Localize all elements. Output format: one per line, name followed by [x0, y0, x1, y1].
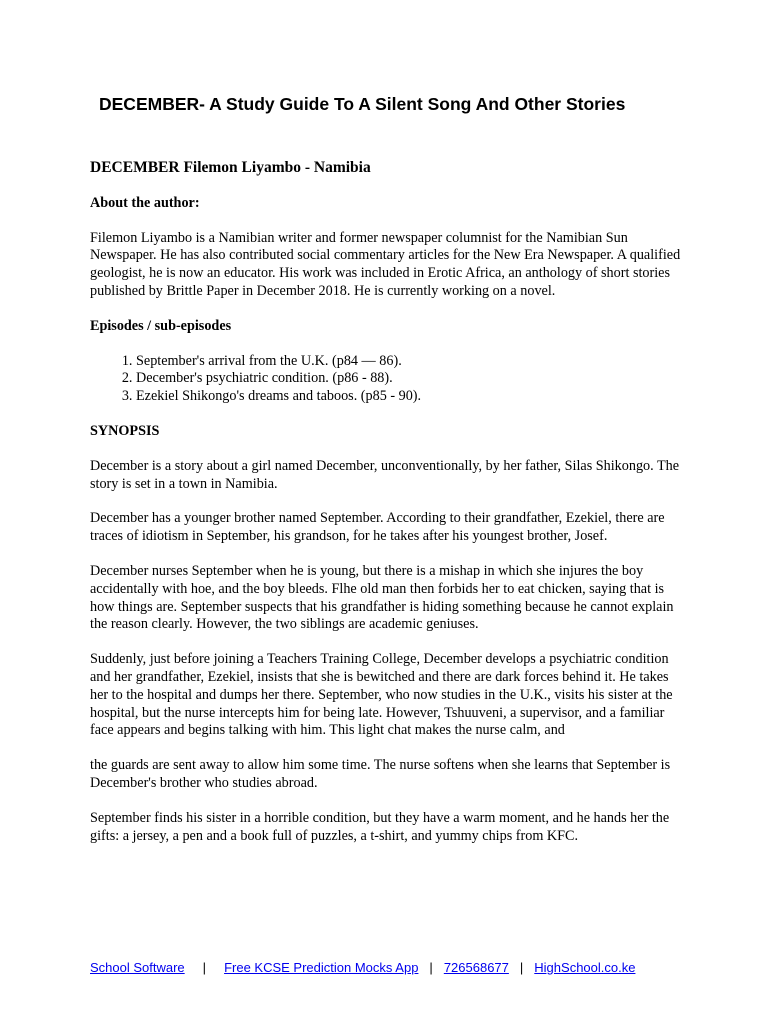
list-item: 3. Ezekiel Shikongo's dreams and taboos. (p85 - 90).	[136, 388, 690, 406]
synopsis-heading: SYNOPSIS	[90, 422, 160, 439]
phone-number-link[interactable]: 726568677	[443, 960, 509, 975]
footer-separator: |	[519, 960, 524, 975]
episodes-heading: Episodes / sub-episodes	[90, 317, 232, 334]
list-item: 2. December's psychiatric condition. (p86 - 88).	[136, 370, 690, 388]
kcse-mocks-app-link[interactable]: Free KCSE Prediction Mocks App	[224, 960, 419, 975]
synopsis-paragraph: the guards are sent away to allow him some time. The nurse softens when she learns that September is December's brother who studies abroad.	[90, 757, 671, 791]
list-item: 1. September's arrival from the U.K. (p84 — 86).	[136, 353, 690, 371]
synopsis-paragraph: December has a younger brother named September. According to their grandfather, Ezekiel, there are traces of idiotism in September, his grandson, for he takes after his youngest brother, Josef.	[90, 510, 665, 545]
about-paragraph: Filemon Liyambo is a Namibian writer and former newspaper columnist for the Namibian Sun Newspaper. He has also contributed social commentary articles for the New Era Newspaper. A qualified geologist, he is now an educator. His work was included in Erotic Africa, an anthology of short stories published by Brittle Paper in December 2018. He is currently working on a novel.	[90, 229, 681, 299]
synopsis-paragraph: September finds his sister in a horrible condition, but they have a warm moment, and he hands her the gifts: a jersey, a pen and a book full of puzzles, a t-shirt, and yummy chips from KFC.	[90, 809, 670, 844]
footer-separator: |	[202, 960, 207, 975]
episodes-list	[90, 353, 690, 406]
story-heading: DECEMBER Filemon Liyambo - Namibia	[90, 159, 371, 176]
footer-separator: |	[429, 960, 433, 975]
about-heading: About the author:	[90, 194, 200, 211]
synopsis-paragraph: December is a story about a girl named December, unconventionally, by her father, Silas Shikongo. The story is set in a town in Namibia.	[90, 457, 680, 492]
document-body	[90, 157, 690, 862]
highschool-site-link[interactable]: HighSchool.co.ke	[534, 960, 636, 975]
synopsis-paragraph: Suddenly, just before joining a Teachers Training College, December develops a psychiatric condition and her grandfather, Ezekiel, insists that she is bewitched and there are dark forces behind it. He takes her to the hospital and dumps her there. September, who now studies in the U.K., visits his sister at the hospital, but the nurse intercepts him for being late. However, Tshuuveni, a supervisor, and a familiar face appears and begins talking with him. This light chat makes the nurse calm, and	[90, 651, 673, 739]
synopsis-paragraph: December nurses September when he is young, but there is a mishap in which she injures the boy accidentally with hoe, and the boy bleeds. Flhe old man then forbids her to eat chicken, saying that is how things are. September suspects that his grandfather is hiding something because he cannot explain the reason clearly. However, the two siblings are academic geniuses.	[90, 562, 674, 633]
school-software-link[interactable]: School Software	[90, 960, 185, 975]
document-title: DECEMBER- A Study Guide To A Silent Song And Other Stories	[99, 94, 626, 114]
footer-links	[90, 960, 635, 975]
